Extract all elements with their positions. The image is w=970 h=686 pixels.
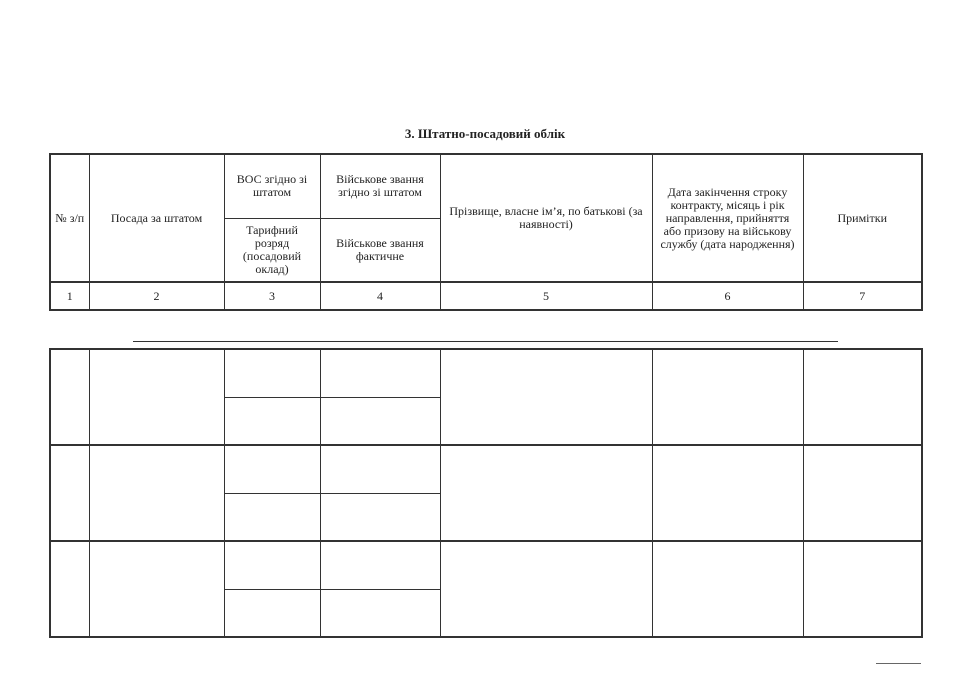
header-vos: ВОС згідно зі штатом (224, 154, 320, 218)
cell-position[interactable] (89, 349, 224, 445)
cell-full-name[interactable] (440, 541, 652, 637)
cell-vos[interactable] (224, 541, 320, 589)
cell-vos[interactable] (224, 445, 320, 493)
cell-full-name[interactable] (440, 445, 652, 541)
entry-row (50, 445, 922, 493)
cell-rank-staff[interactable] (320, 541, 440, 589)
header-rank-staff: Військове звання згідно зі штатом (320, 154, 440, 218)
cell-number[interactable] (50, 349, 89, 445)
header-rank-actual: Військове звання фактичне (320, 218, 440, 282)
header-notes: Примітки (803, 154, 922, 282)
header-number: № з/п (50, 154, 89, 282)
cell-number[interactable] (50, 541, 89, 637)
entry-table (49, 348, 923, 638)
cell-position[interactable] (89, 445, 224, 541)
separator-line (133, 341, 838, 342)
column-number: 4 (320, 282, 440, 310)
cell-full-name[interactable] (440, 349, 652, 445)
header-full-name: Прізвище, власне ім’я, по батькові (за наявності) (440, 154, 652, 282)
cell-contract-date[interactable] (652, 445, 803, 541)
cell-vos[interactable] (224, 349, 320, 397)
cell-rank-staff[interactable] (320, 445, 440, 493)
entry-row (50, 349, 922, 397)
cell-number[interactable] (50, 445, 89, 541)
cell-contract-date[interactable] (652, 541, 803, 637)
cell-notes[interactable] (803, 541, 922, 637)
cell-notes[interactable] (803, 445, 922, 541)
header-table (49, 153, 923, 311)
page-corner-mark (876, 663, 921, 664)
cell-rank-actual[interactable] (320, 493, 440, 541)
cell-position[interactable] (89, 541, 224, 637)
cell-rank-staff[interactable] (320, 349, 440, 397)
cell-rank-actual[interactable] (320, 397, 440, 445)
column-number: 3 (224, 282, 320, 310)
column-number: 7 (803, 282, 922, 310)
header-tariff: Тарифний розряд (посадовий оклад) (224, 218, 320, 282)
cell-tariff[interactable] (224, 589, 320, 637)
cell-tariff[interactable] (224, 397, 320, 445)
cell-notes[interactable] (803, 349, 922, 445)
header-position: Посада за штатом (89, 154, 224, 282)
entry-row (50, 541, 922, 589)
column-number: 5 (440, 282, 652, 310)
section-title: 3. Штатно-посадовий облік (404, 126, 566, 141)
header-contract-date: Дата закінчення строку контракту, місяць і рік направлення, прийняття або призову на військову службу (дата народження) (652, 154, 803, 282)
column-number: 6 (652, 282, 803, 310)
cell-tariff[interactable] (224, 493, 320, 541)
column-number: 2 (89, 282, 224, 310)
column-number: 1 (50, 282, 89, 310)
cell-contract-date[interactable] (652, 349, 803, 445)
cell-rank-actual[interactable] (320, 589, 440, 637)
